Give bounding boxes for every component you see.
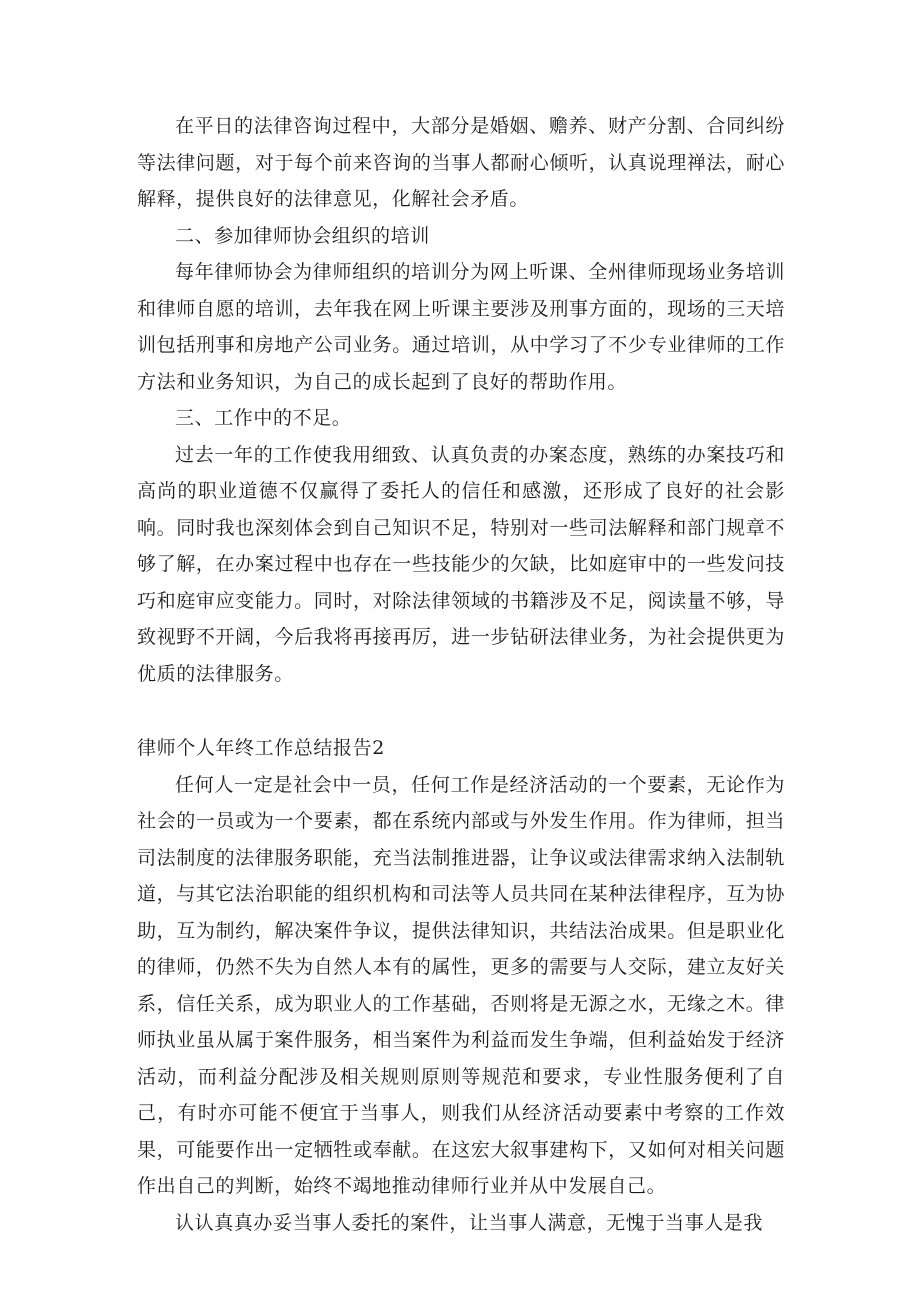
section-title-report-2: 律师个人年终工作总结报告2 <box>137 737 385 759</box>
paragraph-shortcomings: 过去一年的工作使我用细致、认真负责的办案态度，熟练的办案技巧和高尚的职业道德不仅赢得了委托人的信任和感激，还形成了良好的社会影响。同时我也深刻体会到自己知识不足，特别对一些司法解释和部门规章不够了解，在办案过程中也存在一些技能少的欠缺，比如庭审中的一些发问技巧和庭审应变能力。同时，对除法律领域的书籍涉及不足，阅读量不够，导致视野不开阔，今后我将再接再厉，进一步钻研法律业务，为社会提供更为优质的法律服务。 <box>137 443 785 685</box>
paragraph-lawyer-role: 任何人一定是社会中一员，任何工作是经济活动的一个要素，无论作为社会的一员或为一个要素，都在系统内部或与外发生作用。作为律师，担当司法制度的法律服务职能，充当法制推进器，让争议或法律需求纳入法制轨道，与其它法治职能的组织机构和司法等人员共同在某种法律程序，互为协助，互为制约，解决案件争议，提供法律知识，共结法治成果。但是职业化的律师，仍然不失为自然人本有的属性，更多的需要与人交际，建立友好关系，信任关系，成为职业人的工作基础，否则将是无源之水，无缘之木。律师执业虽从属于案件服务，相当案件为利益而发生争端，但利益始发于经济活动，而利益分配涉及相关规则原则等规范和要求，专业性服务便利了自己，有时亦可能不便宜于当事人，则我们从经济活动要素中考察的工作效果，可能要作出一定牺牲或奉献。在这宏大叙事建构下，又如何对相关问题作出自己的判断，始终不竭地推动律师行业并从中发展自己。 <box>137 773 785 1197</box>
paragraph-legal-consultation: 在平日的法律咨询过程中，大部分是婚姻、赡养、财产分割、合同纠纷等法律问题，对于每个前来咨询的当事人都耐心倾听，认真说理禅法，耐心解释，提供良好的法律意见，化解社会矛盾。 <box>137 115 785 210</box>
heading-shortcomings: 三、工作中的不足。 <box>175 407 352 429</box>
paragraph-client-cases: 认认真真办妥当事人委托的案件，让当事人满意，无愧于当事人是我 <box>175 1211 764 1234</box>
document-body <box>137 108 785 1241</box>
paragraph-training: 每年律师协会为律师组织的培训分为网上听课、全州律师现场业务培训和律师自愿的培训，去年我在网上听课主要涉及刑事方面的，现场的三天培训包括刑事和房地产公司业务。通过培训，从中学习了不少专业律师的工作方法和业务知识，为自己的成长起到了良好的帮助作用。 <box>137 261 785 393</box>
heading-training: 二、参加律师协会组织的培训 <box>175 224 430 247</box>
